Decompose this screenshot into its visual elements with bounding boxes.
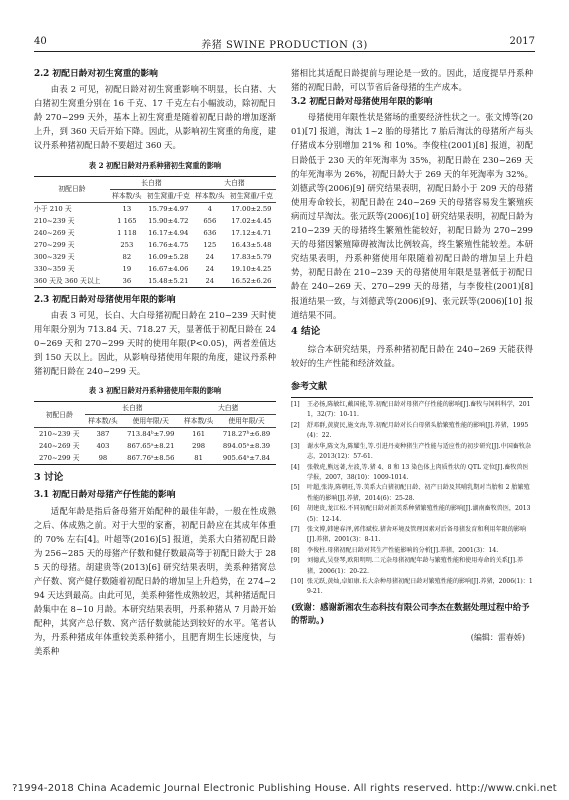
reference-item: [291, 483, 533, 504]
section-4-paragraph: 综合本研究结果，丹系种猪初配日龄在 240~269 天能获得较好的生产性能和经济效益。: [291, 343, 533, 368]
table-2-group-landrace: 长白猪: [110, 176, 193, 189]
reference-text: 胡建贵,龙江松.不同初配日龄对新美系种猪繁殖性能的影响[J].湖南畜牧兽医，2013(5)：12-14.: [307, 505, 531, 523]
table-cell: 81: [194, 454, 203, 463]
table-2: [34, 176, 276, 288]
reference-item: [291, 577, 533, 598]
table-row: [34, 239, 276, 251]
running-header: [34, 36, 535, 52]
section-3-heading: 3 讨论: [34, 472, 64, 484]
table-cell: 656: [203, 216, 217, 225]
reference-number: [9]: [291, 557, 300, 565]
section-2-2-paragraph: 由表 2 可见，初配日龄对初生窝重影响不明显，长白猪、大白猪初生窝重分别在 16 千克、17 千克左右小幅波动，除初配日龄 270~299 天外，基本上初生窝重是随着初配日龄的增加逐渐上升，到 360 天后开始下降。因此，从影响初生窝重的角度，建议丹系种猪初配日龄不要超过 360 天。: [34, 84, 276, 151]
table-cell: 270~299 天: [38, 454, 80, 463]
reference-item: [291, 421, 533, 442]
table-cell: 15.90±4.72: [148, 216, 189, 225]
table-2-caption: 表 2 初配日龄对丹系种猪初生窝重的影响: [88, 160, 222, 170]
table-cell: 36: [122, 276, 132, 285]
section-2-3-heading: 2.3 初配日龄对母猪使用年限的影响: [34, 294, 176, 305]
table-cell: 16.09±5.28: [148, 252, 189, 261]
table-cell: 867.76ᵃ±8.56: [127, 454, 175, 463]
table-3-group-yorkshire: 大白猪: [180, 402, 276, 415]
table-cell: 403: [96, 442, 110, 451]
table-cell: 387: [96, 430, 110, 439]
issue-year: 2017: [509, 36, 535, 47]
table-cell: 17.12±4.71: [231, 228, 272, 237]
table-row: [34, 215, 276, 227]
table-cell: 210~239 天: [34, 216, 75, 225]
reference-item: [291, 442, 533, 463]
section-4-heading: 4 结论: [291, 325, 321, 337]
table-3: [34, 401, 276, 465]
table-row: [34, 202, 276, 215]
table-cell: 16.76±4.75: [148, 240, 189, 249]
table-cell: 24: [205, 264, 215, 273]
section-2-3-paragraph: 由表 3 可见，长白、大白母猪初配日龄在 210~239 天时使用年限分别为 713.84 天、718.27 天，显著低于初配日龄在 240~269 天和 270~299 天时的使用年限(P<0.05)，两者差值达到 150 天以上。因此，从影响母猪使用年限的角度，建议丹系种猪初配日龄在 240~299 天。: [34, 309, 276, 377]
reference-text: 张文博,韩建春泽,郭伟斌校.猪舍环境及管理因素对后备母猪发育和利用年限的影响[J].养猪，2001(3)：8-11.: [307, 525, 527, 544]
reference-list: [291, 400, 533, 598]
reference-text: 王必扬,陈敏红,戴国能,等.初配日龄对母猪产仔性能的影响[J].畜牧与饲料科学，2011，32(7)：10-11.: [307, 401, 531, 419]
table-3-sub-years: 使用年限/天: [121, 415, 180, 428]
reference-item: [291, 546, 533, 556]
table-cell: 16.17±4.94: [148, 228, 189, 237]
reference-number: [2]: [291, 421, 300, 429]
table-cell: 240~269 天: [38, 442, 80, 451]
table-cell: 713.84ᵇ±7.99: [127, 430, 175, 439]
table-3-sub-count: 样本数/头: [180, 415, 217, 428]
table-cell: 15.79±4.97: [148, 204, 189, 213]
table-cell: 298: [192, 442, 206, 451]
reference-text: 刘德武,吴登琴,欧阳明明.二元杂母猪初配年龄与繁殖性能和使用寿命的关系[J].养猪，2006(1)：20-22.: [307, 557, 524, 575]
reference-number: [7]: [291, 525, 300, 533]
reference-number: [5]: [291, 484, 300, 492]
reference-item: [291, 463, 533, 484]
table-cell: 15.48±5.21: [148, 276, 189, 285]
table-cell: 300~329 天: [34, 252, 75, 261]
section-2-2-heading: 2.2 初配日龄对初生窝重的影响: [34, 69, 158, 79]
table-cell: 24: [205, 252, 215, 261]
table-cell: 4: [207, 204, 212, 213]
table-3-col-day: 初配日龄: [34, 402, 85, 428]
left-column: [34, 66, 276, 659]
table-2-col-day: 初配日龄: [34, 176, 110, 202]
table-cell: 125: [203, 240, 217, 249]
reference-number: [8]: [291, 546, 300, 554]
table-row: [34, 227, 276, 239]
table-3-group-landrace: 长白猪: [85, 402, 181, 415]
reference-text: 张元跃,黄灿,卓如康.长大杂种母猪初配日龄对繁殖性能的影响[J].养猪，2006(1)：19-21.: [307, 577, 533, 596]
table-2-group-yorkshire: 大白猪: [193, 176, 276, 189]
table-2-sub-count: 样本数/头: [110, 189, 144, 202]
table-cell: 17.00±2.59: [231, 204, 272, 213]
reference-text: 叶超,张涛,陈朝旺,等.美系大白猪初配日龄、初产日龄及其哺乳期对当胎和 2 胎繁殖性能的影响[J].养猪，2014(6)：25-28.: [307, 484, 530, 502]
copyright-footer: ?1994-2018 China Academic Journal Electronic Publishing House. All rights reserved. http://www.cnki.net: [12, 783, 557, 794]
table-3-sub-years: 使用年限/天: [217, 415, 276, 428]
reference-item: [291, 525, 533, 546]
table-cell: 82: [122, 252, 132, 261]
reference-text: 李俊柱.母猪初配日龄对其生产性能影响的分析[J].养猪，2001(3)：14.: [307, 546, 499, 554]
table-cell: 1 165: [117, 216, 137, 225]
table-cell: 16.43±5.48: [231, 240, 272, 249]
acknowledgement: (致谢：感谢新湘农生态科技有限公司李杰在数据处理过程中给予的帮助。): [291, 601, 530, 625]
section-3-1-heading: 3.1 初配日龄对母猪产仔性能的影响: [34, 490, 176, 501]
table-cell: 894.05ᵃ±8.39: [222, 442, 271, 451]
table-3-caption: 表 3 初配日龄对丹系种猪使用年限的影响: [88, 386, 222, 396]
table-cell: 210~239 天: [38, 430, 80, 439]
table-2-sub-count: 样本数/头: [193, 189, 227, 202]
table-cell: 16.52±6.26: [231, 276, 272, 285]
reference-item: [291, 400, 533, 421]
reference-number: [1]: [291, 401, 300, 409]
table-cell: 161: [192, 430, 206, 439]
table-cell: 小于 210 天: [34, 204, 72, 213]
table-row: [34, 428, 276, 441]
reference-item: [291, 504, 533, 525]
editor-note: (编辑：雷春娇): [470, 632, 525, 642]
table-cell: 17.02±4.45: [231, 216, 272, 225]
table-3-sub-count: 样本数/头: [85, 415, 122, 428]
reference-item: [291, 556, 533, 577]
page-number: 40: [34, 36, 47, 47]
reference-number: [10]: [291, 577, 304, 585]
table-row: [34, 275, 276, 288]
journal-title: 养猪 SWINE PRODUCTION (3): [201, 40, 368, 51]
table-2-sub-weight: 初生窝重/千克: [227, 189, 276, 202]
references-heading: 参考文献: [291, 380, 533, 398]
reference-number: [3]: [291, 442, 300, 450]
table-cell: 240~269 天: [34, 228, 75, 237]
table-row: [34, 263, 276, 275]
table-row: [34, 440, 276, 452]
table-cell: 19: [122, 264, 132, 273]
table-cell: 17.83±5.79: [231, 252, 272, 261]
table-cell: 16.67±4.06: [148, 264, 189, 273]
table-cell: 98: [98, 454, 108, 463]
table-cell: 24: [205, 276, 215, 285]
table-cell: 867.65ᵃ±8.21: [127, 442, 175, 451]
table-cell: 253: [120, 240, 134, 249]
continued-paragraph: 猪相比其适配日龄提前与理论是一致的。因此，适度提早丹系种猪的初配日龄，可以节省后备母猪的生产成本。: [291, 68, 533, 93]
table-cell: 1 118: [117, 228, 137, 237]
right-column: [291, 66, 533, 645]
table-cell: 636: [203, 228, 217, 237]
table-cell: 905.64ᵃ±7.84: [222, 454, 271, 463]
reference-number: [6]: [291, 505, 300, 513]
section-3-1-paragraph: 适配年龄是指后备母猪开始配种的最佳年龄，一般在性成熟之后、体成熟之前。对于大型的家畜，初配日龄应在其成年体重的 70% 左右[4]。叶超等(2016)[5] 报道，美系大白猪初配日龄为 256~285 天的母猪产仔数和健仔数最高等于初配日龄大于 285 天的母猪。胡建贵等(2013)[6] 研究结果表明，美系种猪窝总产仔数、窝产健仔数随着初配日龄的增加呈上升趋势，在 274~294 天达到最高。由此可见，美系种猪性成熟较迟，其种猪适配日龄集中在 8~10 月龄。本研究结果表明，丹系种猪从 7 月龄开始配种，其窝产总仔数、窝产活仔数就能达到较好的水平。笔者认为，丹系种猪成年体重较美系种猪小，且肥育期生长速度快，与美系种: [34, 505, 276, 657]
table-cell: 19.10±4.25: [231, 264, 272, 273]
table-cell: 270~299 天: [34, 240, 75, 249]
table-cell: 718.27ᵇ±6.89: [222, 430, 271, 439]
reference-text: 谢水华,陈文为,陈耀生,等.引进丹麦种猪生产性能与适应性的初步研究[J].中国畜牧杂志，2013(12)：57-61.: [307, 442, 532, 461]
section-3-2-paragraph: 母猪使用年限性状是猪场的重要经济性状之一。张文博等(2001)[7] 报道，淘汰 1~2 胎的母猪比 7 胎后淘汰的母猪所产每头仔猪成本分别增加 21% 和 10%。李俊柱(2001)[8] 报道，初配日龄低于 230 天的年死淘率为 35%，初配日龄在 230~269 天的年死淘率为 26%，初配日龄大于 269 天的年死淘率为 32%。刘德武等(2006)[9] 研究结果表明，初配日龄小于 209 天的母猪使用寿命较长，初配日龄在 240~269 天的母猪容易发生繁殖疾病而过早淘汰。张元跃等(2006)[10] 研究结果表明，初配日龄为 210~239 天的母猪终生繁殖性能较好，初配日龄为 270~299 天的母猪因繁殖障碍被淘汰比例较高，终生繁殖性能较差。本研究结果表明，丹系种猪使用年限随着初配日龄的增加呈上升趋势，初配日龄在 210~239 天的母猪使用年限是显著低于初配日龄在 240~269 天、270~299 天的母猪，与李俊柱(2001)[8] 报道结果一致，与刘德武等(2006)[9]、张元跃等(2006)[10] 报道结果不同。: [291, 112, 533, 320]
reference-number: [4]: [291, 463, 300, 471]
table-cell: 360 天及 360 天以上: [34, 276, 101, 285]
reference-text: 张敬虎,熊远著,左波,等.猪 4、8 和 13 染色体上肉质性状的 QTL 定位[J].畜牧兽医学报，2007，38(10)：1009-1014.: [307, 463, 529, 481]
table-cell: 13: [122, 204, 132, 213]
section-3-2-heading: 3.2 初配日龄对母猪使用年限的影响: [291, 97, 433, 108]
table-row: [34, 452, 276, 465]
reference-text: 舒邓群,黄旋民,施文海,等.初配月龄对长白母猪头胎繁殖性能的影响[J].养猪，1995(4)：22.: [307, 421, 529, 440]
table-cell: 330~359 天: [34, 264, 75, 273]
table-2-sub-weight: 初生窝重/千克: [144, 189, 193, 202]
table-row: [34, 251, 276, 263]
